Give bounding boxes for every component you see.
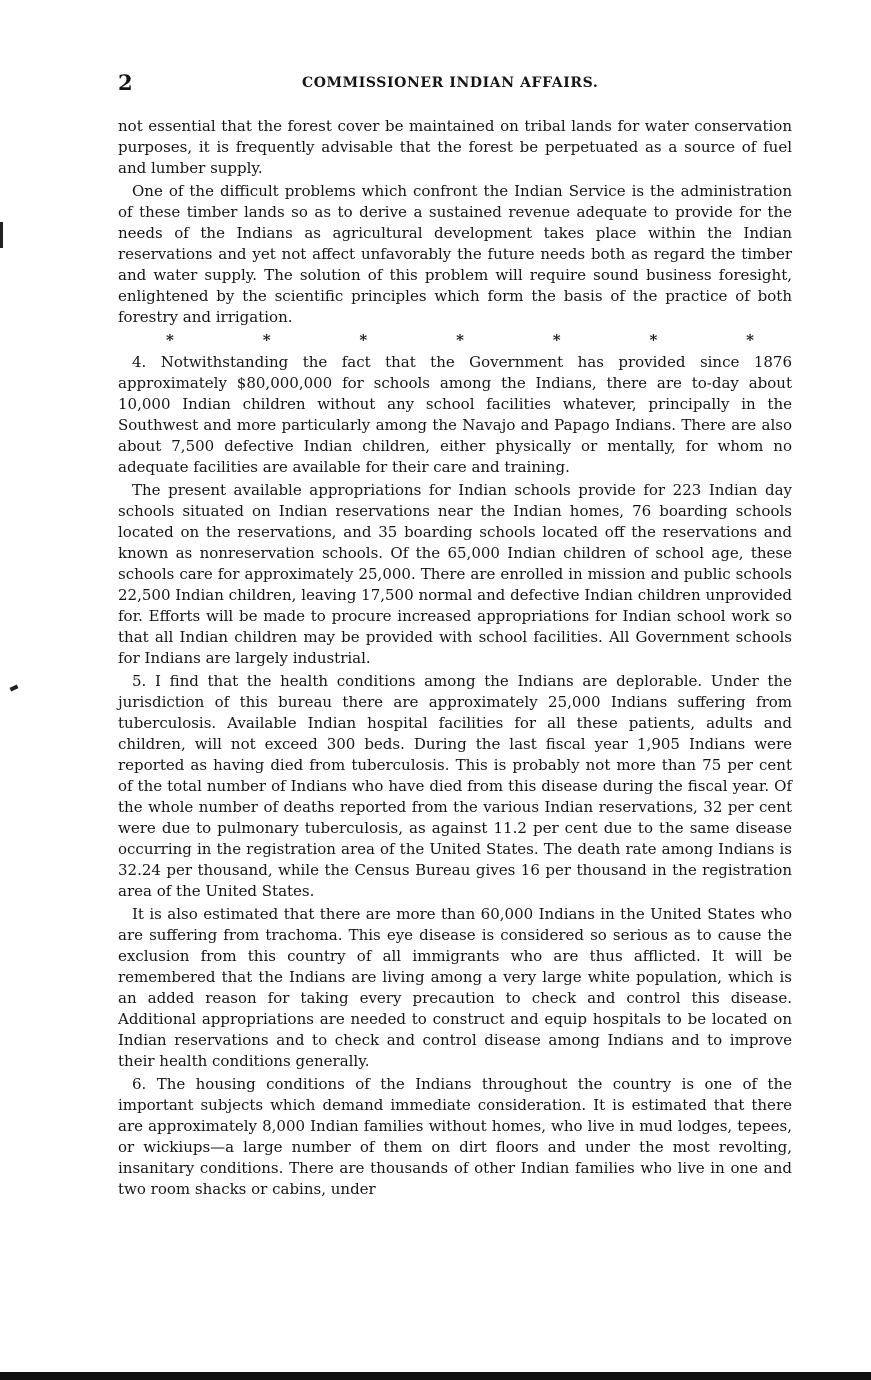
paragraph: 6. The housing conditions of the Indians throughout the country is one of the important subjects which demand immediate consideration. It is estimated that there are approximately 8,000 Indian families without homes, who live in mud lodges, tepees, or wickiups—a large number of them on dirt floors and under the most revolting, insanitary conditions. There are thousands of other Indian families who live in one and two room shacks or cabins, under [118,1075,792,1198]
asterisk: * [359,331,368,349]
page-header [118,70,788,96]
section-break-asterisks [118,330,792,350]
asterisk: * [456,331,464,349]
paragraph: It is also estimated that there are more than 60,000 Indians in the United States who are suffering from trachoma. This eye disease is considered so serious as to cause the exclusion from this country of all immigrants who are thus afflicted. It will be remembered that the Indians are living among a very large white population, which is an added reason for taking every precaution to check and control this disease. Additional appropriations are needed to construct and equip hospitals to be located on Indian reservations and to check and control disease among Indians and to improve their health conditions generally. [118,905,792,1070]
page-number: 2 [118,70,133,95]
paragraph: 4. Notwithstanding the fact that the Government has provided since 1876 approximately $80,000,000 for schools among the Indians, there are to-day about 10,000 Indian children without any school facilities whatever, principally in the Southwest and more particularly among the Navajo and Papago Indians. There are also about 7,500 defective Indian children, either physically or mentally, for whom no adequate facilities are available for their care and training. [118,353,792,476]
asterisk: * [166,331,174,349]
asterisk: * [552,331,561,349]
asterisk: * [649,331,658,349]
left-margin-mark [0,222,3,248]
paragraph: 5. I find that the health conditions among the Indians are deplorable. Under the jurisdiction of this bureau there are approximately 25,000 Indians suffering from tuberculosis. Available Indian hospital facilities for all these patients, adults and children, will not exceed 300 beds. During the last fiscal year 1,905 Indians were reported as having died from tuberculosis. This is probably not more than 75 per cent of the total number of Indians who have died from this disease during the fiscal year. Of the whole number of deaths reported from the various Indian reservations, 32 per cent were due to pulmonary tuberculosis, as against 11.2 per cent due to the same disease occurring in the registration area of the United States. The death rate among Indians is 32.24 per thousand, while the Census Bureau gives 16 per thousand in the registration area of the United States. [118,672,792,900]
paragraph: The present available appropriations for Indian schools provide for 223 Indian day schools situated on Indian reservations near the Indian homes, 76 boarding schools located on the reservations, and 35 boarding schools located off the reservations and known as nonreservation schools. Of the 65,000 Indian children of school age, these schools care for approximately 25,000. There are enrolled in mission and public schools 22,500 Indian children, leaving 17,500 normal and defective Indian children unprovided for. Efforts will be made to procure increased appropriations for Indian school work so that all Indian children may be provided with school facilities. All Government schools for Indians are largely industrial. [118,481,792,667]
asterisk: * [262,331,271,349]
body-text [118,116,792,1202]
running-head: COMMISSIONER INDIAN AFFAIRS. [302,75,599,91]
paragraph: One of the difficult problems which confront the Indian Service is the administration of these timber lands so as to derive a sustained revenue adequate to provide for the needs of the Indians as agricultural development takes place within the Indian reservations and yet not affect unfavorably the future needs both as regard the timber and water supply. The solution of this problem will require sound business foresight, enlightened by the scientific principles which form the basis of the practice of both forestry and irrigation. [118,182,792,326]
margin-arrow-mark [10,684,19,691]
scan-bottom-edge [0,1372,871,1380]
paragraph: not essential that the forest cover be maintained on tribal lands for water conservation purposes, it is frequently advisable that the forest be perpetuated as a source of fuel and lumber supply. [118,117,792,177]
asterisk: * [746,331,754,349]
